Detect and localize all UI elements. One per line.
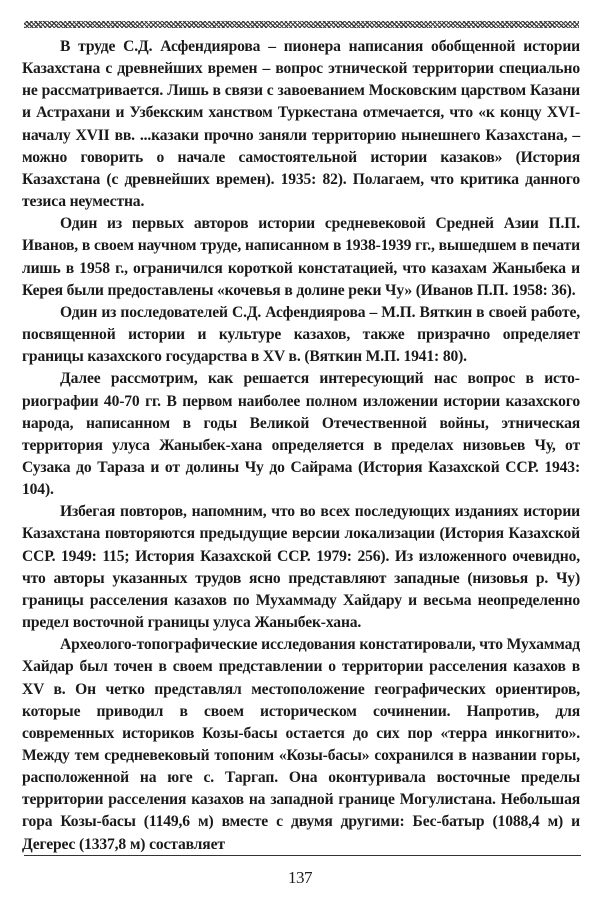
paragraph: В труде С.Д. Асфендиярова – пионера написания обобщенной истории Казахстана с древнейших времен – вопрос этнической территории специально не рассматривается. Лишь в связи с завоеванием Московским царством Казани и Астрахани и Узбекским ханством Туркестана отмечается, что «к концу XVI-началу XVII вв. ...казаки прочно заняли территорию нынешнего Казахстана, – можно говорить о начале самостоятельной истории казаков» (История Казахстана (с древнейших времен). 1935: 82). Полагаем, что критика данного тезиса неуместна.: [22, 38, 580, 211]
paragraph: Один из последователей С.Д. Асфендиярова – М.П. Вяткин в своей работе, посвященной истории и культуре казахов, также призрачно определяет границы казахского государства в XV в. (Вяткин М.П. 1941: 80).: [22, 303, 580, 366]
body-text: [22, 36, 580, 856]
header-ornament-border: [24, 21, 579, 28]
paragraph: Далее рассмотрим, как решается интересующий нас вопрос в историографии 40-70 гг. В первом наиболее полном изложении истории казахского народа, написанном в годы Великой Отечественной войны, этническая территория улуса Жаныбек-хана определяется в пределах низовьев Чу, от Сузака до Тараза и от долины Чу до Сайрама (История Казахской ССР. 1943: 104).: [22, 370, 580, 499]
paragraph: Избегая повторов, напомним, что во всех последующих изданиях истории Казахстана повторяются предыдущие версии локализации (История Казахской ССР. 1949: 115; История Казахской ССР. 1979: 256). Из изложенного очевидно, что авторы указанных трудов ясно представляют западные (низовья р. Чу) границы расселения казахов по Мухаммаду Хайдару и весьма неопределенно предел восточной границы улуса Жаныбек-хана.: [22, 503, 580, 632]
footer-divider: [24, 855, 581, 856]
page-number: 137: [288, 868, 312, 887]
paragraph: Один из первых авторов истории средневековой Средней Азии П.П. Иванов, в своем научном труде, написанном в 1938-1939 гг., вышедшем в печати лишь в 1958 г., ограничился короткой констатацией, что казахам Жаныбека и Керея были предоставлены «кочевья в долине реки Чу» (Иванов П.П. 1958: 36).: [22, 215, 580, 299]
paragraph: Археолого-топографические исследования констатировали, что Мухаммад Хайдар был точен в своем представлении о территории расселения казахов в XV в. Он четко представлял местоположение географических ориентиров, которые приводил в своем историческом сочинении. Напротив, для современных историков Козы-басы остается до сих пор «терра инкогнито». Между тем средневековый топоним «Козы-басы» сохранился в названии горы, расположенной на юге с. Таргап. Она оконтуривала восточные пределы территории расселения казахов на западной границе Могулистана. Небольшая гора Козы-басы (1149,6 м) вместе с двумя другими: Бес-батыр (1088,4 м) и Дегерес (1337,8 м) составляет: [22, 636, 580, 853]
